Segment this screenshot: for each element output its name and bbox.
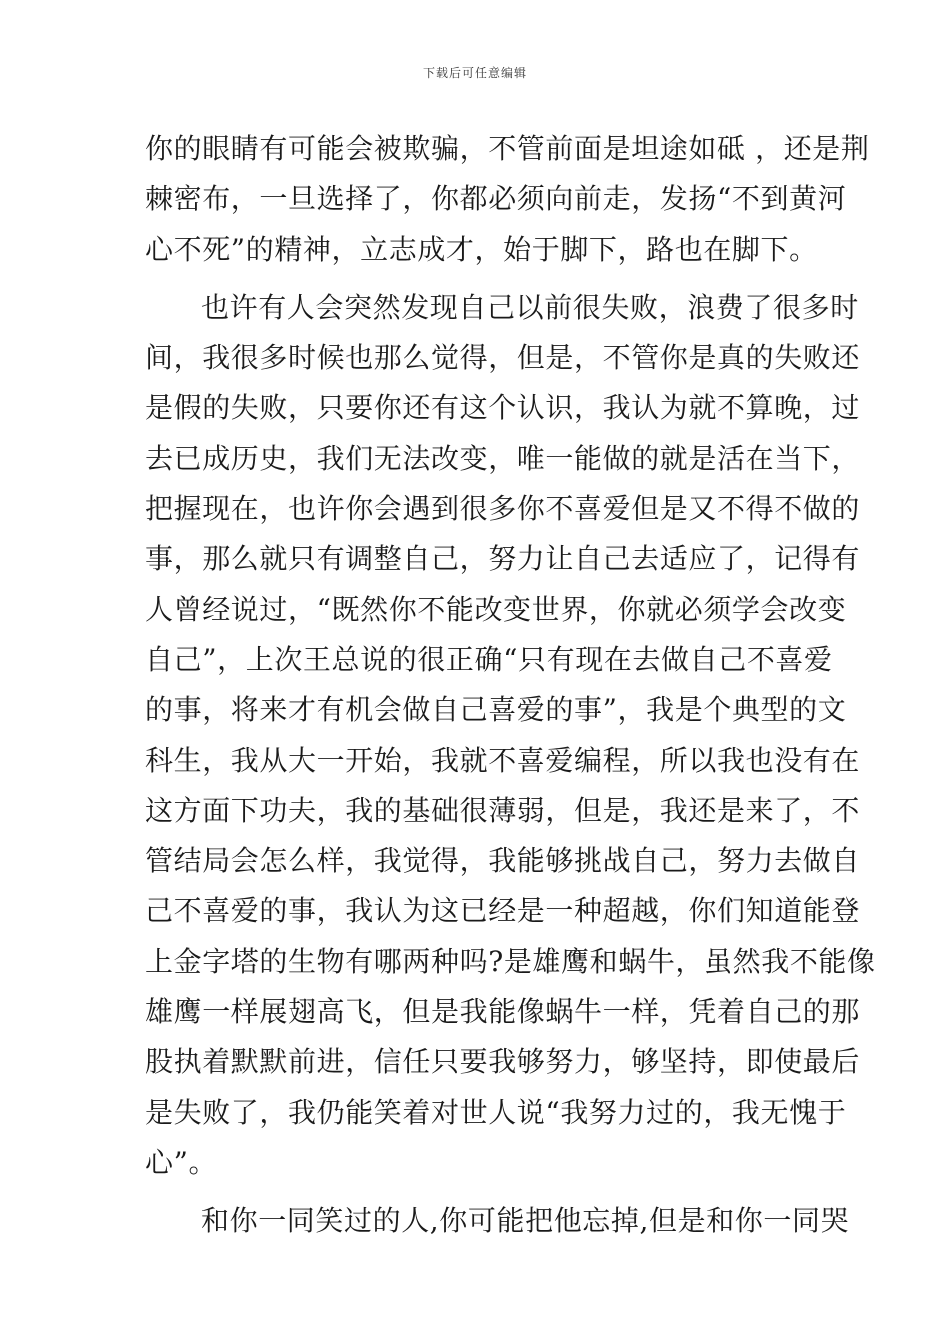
text-line: 心不死”的精神，立志成才，始于脚下，路也在脚下。 (145, 232, 818, 266)
text-line: 科生，我从大一开始，我就不喜爱编程，所以我也没有在 (145, 743, 861, 777)
text-line: 股执着默默前进，信任只要我够努力，够坚持，即使最后 (145, 1045, 861, 1079)
paragraph-2 (145, 283, 876, 1188)
text-line: 把握现在，也许你会遇到很多你不喜爱但是又不得不做的 (145, 492, 861, 526)
text-line: 上金字塔的生物有哪两种吗?是雄鹰和蜗牛，虽然我不能像 (145, 944, 876, 978)
paragraph-1 (145, 124, 870, 275)
page-header: 下载后可任意编辑 (422, 66, 527, 80)
paragraph-3 (145, 1196, 850, 1246)
text-line: 去已成历史，我们无法改变，唯一能做的就是活在当下， (145, 441, 861, 475)
text-line: 己不喜爱的事，我认为这已经是一种超越，你们知道能登 (145, 894, 861, 928)
text-line: 是失败了，我仍能笑着对世人说“我努力过的，我无愧于 (145, 1095, 847, 1129)
text-line: 也许有人会突然发现自己以前很失败，浪费了很多时 (201, 290, 859, 324)
document-body (145, 124, 876, 1247)
text-line: 事，那么就只有调整自己，努力让自己去适应了，记得有 (145, 542, 861, 576)
text-line: 棘密布，一旦选择了，你都必须向前走，发扬“不到黄河 (145, 182, 847, 216)
text-line: 人曾经说过，“既然你不能改变世界，你就必须学会改变 (145, 592, 847, 626)
text-line: 管结局会怎么样，我觉得，我能够挑战自己，努力去做自 (145, 844, 861, 878)
text-line: 的事，将来才有机会做自己喜爱的事”，我是个典型的文 (145, 693, 847, 727)
text-line: 间，我很多时候也那么觉得，但是，不管你是真的失败还 (145, 341, 861, 375)
text-line: 和你一同笑过的人,你可能把他忘掉,但是和你一同哭 (201, 1204, 850, 1238)
text-line: 这方面下功夫，我的基础很薄弱，但是，我还是来了，不 (145, 793, 861, 827)
text-line: 是假的失败，只要你还有这个认识，我认为就不算晚，过 (145, 391, 861, 425)
text-line: 雄鹰一样展翅高飞，但是我能像蜗牛一样，凭着自己的那 (145, 995, 861, 1029)
text-line: 你的眼睛有可能会被欺骗，不管前面是坦途如砥 ，还是荆 (145, 132, 870, 165)
text-line: 心”。 (145, 1145, 218, 1179)
text-line: 自己”，上次王总说的很正确“只有现在去做自己不喜爱 (145, 642, 833, 676)
